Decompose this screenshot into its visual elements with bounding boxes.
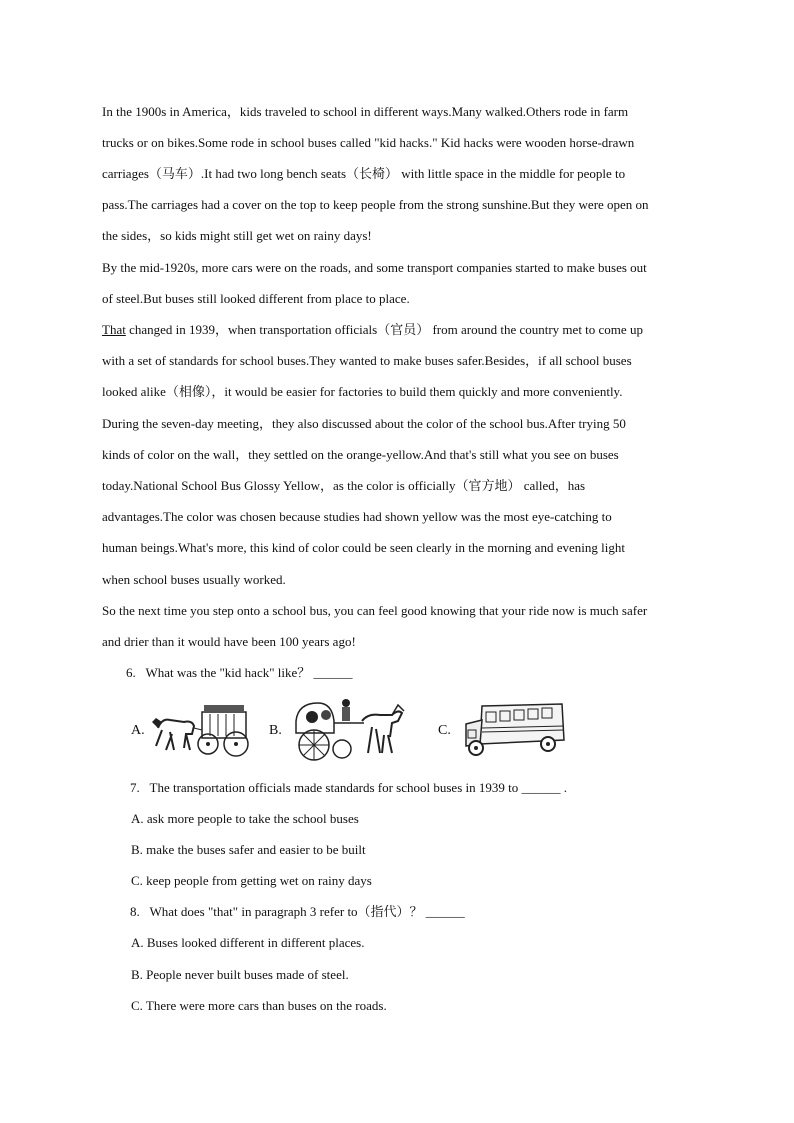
passage-line: with a set of standards for school buses.They wanted to make buses safer.Besides，if all school buses	[102, 353, 632, 368]
question-7	[130, 780, 567, 796]
passage-line: pass.The carriages had a cover on the top to keep people from the strong sunshine.But they were open on	[102, 197, 649, 212]
passage-line: and drier than it would have been 100 years ago!	[102, 634, 356, 649]
underlined-word-that: That	[102, 322, 126, 337]
question-6	[126, 665, 353, 681]
passage-line	[102, 322, 643, 338]
passage-line: today.National School Bus Glossy Yellow，as the color is officially（官方地） called，has	[102, 478, 586, 493]
option-a[interactable]: A. Buses looked different in different places.	[131, 935, 365, 950]
open-horse-carriage-image[interactable]	[288, 695, 406, 763]
passage-line: looked alike（相像），it would be easier for factories to build them quickly and more conveniently.	[102, 384, 623, 399]
question-text: The transportation officials made standards for school buses in 1939 to ______ .	[149, 780, 567, 795]
school-bus-image[interactable]	[462, 698, 568, 760]
option-a[interactable]: A. ask more people to take the school buses	[131, 811, 359, 826]
passage-line: During the seven-day meeting，they also discussed about the color of the school bus.After trying 50	[102, 416, 626, 431]
passage-line: the sides，so kids might still get wet on rainy days!	[102, 228, 372, 243]
passage-line: trucks or on bikes.Some rode in school buses called "kid hacks." Kid hacks were wooden horse-drawn	[102, 135, 635, 150]
passage-text: changed in 1939，when transportation officials（官员） from around the country met to come up	[125, 322, 643, 337]
option-c-label[interactable]: C.	[438, 723, 451, 738]
passage-line: kinds of color on the wall，they settled on the orange-yellow.And that's still what you see on buses	[102, 447, 619, 462]
passage-line: of steel.But buses still looked different from place to place.	[102, 291, 410, 306]
passage-line: So the next time you step onto a school bus, you can feel good knowing that your ride now is much safer	[102, 603, 648, 618]
passage-line: advantages.The color was chosen because studies had shown yellow was the most eye-catching to	[102, 509, 612, 524]
passage-line: By the mid-1920s, more cars were on the roads, and some transport companies started to make buses out	[102, 260, 647, 275]
option-a-label[interactable]: A.	[131, 723, 145, 738]
option-c[interactable]: C. There were more cars than buses on the roads.	[131, 998, 387, 1013]
option-b-label[interactable]: B.	[269, 723, 282, 738]
question-8	[130, 904, 465, 920]
question-number: 6.	[126, 665, 136, 680]
passage-line: when school buses usually worked.	[102, 572, 286, 587]
passage-line: In the 1900s in America，kids traveled to school in different ways.Many walked.Others rode in farm	[102, 104, 629, 119]
question-text: What does "that" in paragraph 3 refer to（指代）？ ______	[149, 904, 465, 919]
passage-line: human beings.What's more, this kind of color could be seen clearly in the morning and evening light	[102, 540, 625, 555]
question-number: 7.	[130, 780, 140, 795]
option-b[interactable]: B. make the buses safer and easier to be built	[131, 842, 366, 857]
passage-line: carriages（马车）.It had two long bench seats（长椅） with little space in the middle for people to	[102, 166, 626, 181]
question-number: 8.	[130, 904, 140, 919]
horse-drawn-wagon-image[interactable]	[150, 700, 250, 758]
option-c[interactable]: C. keep people from getting wet on rainy days	[131, 873, 372, 888]
option-b[interactable]: B. People never built buses made of steel.	[131, 967, 349, 982]
question-text: What was the "kid hack" like？ ______	[145, 665, 353, 680]
